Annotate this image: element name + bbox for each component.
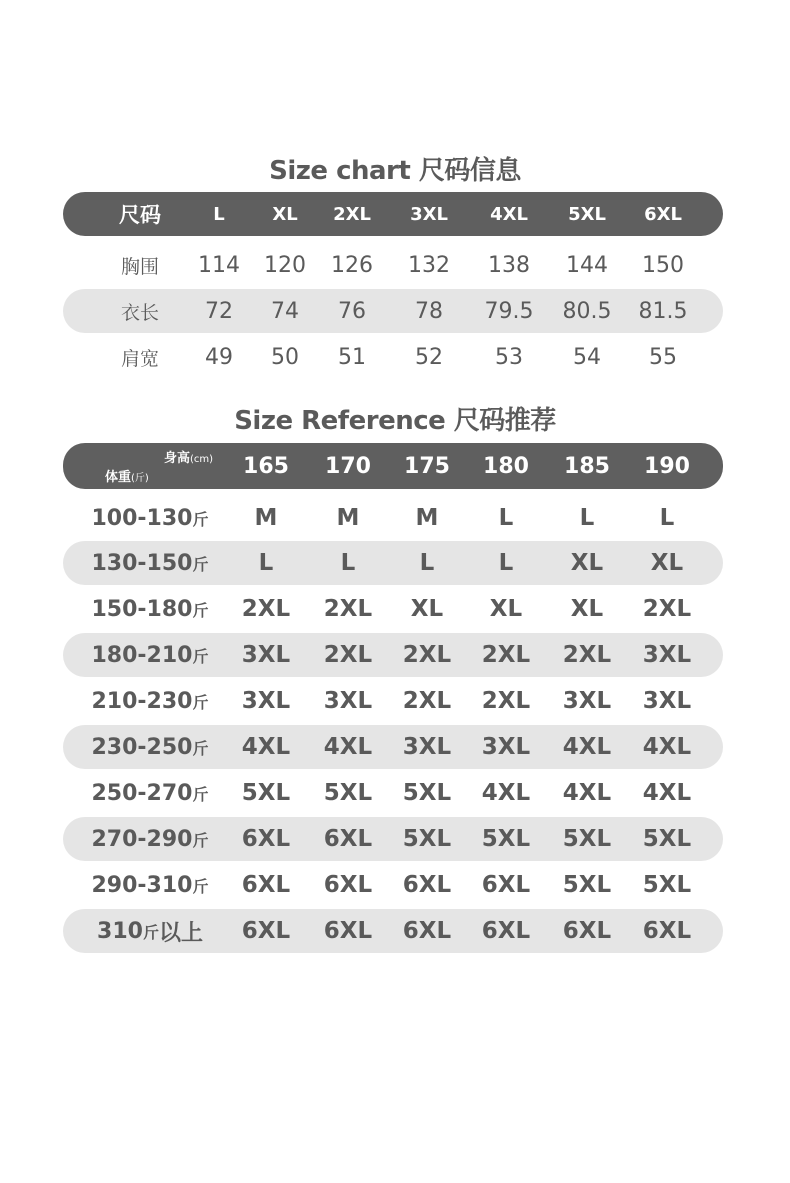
recommended-size-cell: 6XL (481, 918, 531, 944)
measurement-value: 80.5 (562, 298, 612, 324)
weight-label-text: 体重 (105, 470, 132, 485)
measurement-value: 132 (408, 252, 450, 278)
size-header-cell: L (213, 203, 225, 225)
recommended-size-cell: XL (650, 550, 684, 576)
weight-range-value: 310 (97, 918, 143, 944)
size-header-cell: XL (272, 203, 298, 225)
recommended-size-cell: 6XL (402, 918, 452, 944)
weight-range-unit: 斤 (192, 876, 209, 896)
recommended-size-cell: 4XL (562, 734, 612, 760)
measurement-value: 114 (198, 252, 240, 278)
weight-range-value: 290-310 (91, 872, 193, 898)
weight-range-value: 210-230 (91, 688, 193, 714)
measurement-value: 138 (488, 252, 530, 278)
height-header-cell: 180 (483, 453, 529, 479)
size-header-cell: 6XL (644, 203, 682, 225)
weight-range-unit: 斤 (192, 830, 209, 850)
recommended-size-cell: 2XL (642, 596, 692, 622)
recommended-size-cell: 3XL (241, 688, 291, 714)
measurement-value: 120 (264, 252, 306, 278)
recommended-size-cell: 2XL (481, 688, 531, 714)
weight-range-unit: 斤 (192, 600, 209, 620)
recommended-size-cell: 5XL (642, 872, 692, 898)
recommended-size-cell: 5XL (481, 826, 531, 852)
measurement-value: 150 (642, 252, 684, 278)
measurement-value: 72 (205, 298, 233, 324)
measurement-value: 55 (649, 344, 677, 370)
weight-range-label (92, 863, 209, 907)
size-reference-row (63, 863, 723, 907)
size-reference-row (63, 679, 723, 723)
recommended-size-cell: M (336, 505, 360, 531)
recommended-size-cell: 2XL (402, 688, 452, 714)
weight-range-label (92, 771, 209, 815)
size-reference-row (63, 725, 723, 769)
weight-range-unit: 斤 (192, 646, 209, 666)
weight-range-label (92, 587, 209, 631)
measurement-value: 74 (271, 298, 299, 324)
recommended-size-cell: 6XL (241, 918, 291, 944)
size-reference-row (63, 771, 723, 815)
recommended-size-cell: 3XL (642, 642, 692, 668)
height-header-cell: 190 (644, 453, 690, 479)
height-unit: (cm) (189, 454, 213, 465)
recommended-size-cell: 5XL (402, 826, 452, 852)
height-header-cell: 165 (243, 453, 289, 479)
weight-range-label (92, 817, 209, 861)
measurement-value: 76 (338, 298, 366, 324)
height-label-text: 身高 (163, 451, 190, 466)
weight-range-label (92, 679, 209, 723)
measurement-value: 52 (415, 344, 443, 370)
weight-range-unit: 斤 (192, 692, 209, 712)
size-header-cell: 3XL (410, 203, 448, 225)
height-header-cell: 185 (564, 453, 610, 479)
recommended-size-cell: 3XL (241, 642, 291, 668)
recommended-size-cell: 5XL (241, 780, 291, 806)
size-reference-row (63, 541, 723, 585)
recommended-size-cell: 6XL (323, 872, 373, 898)
size-reference-row (63, 817, 723, 861)
recommended-size-cell: XL (489, 596, 523, 622)
recommended-size-cell: L (498, 505, 514, 531)
recommended-size-cell: 2XL (402, 642, 452, 668)
measurement-label: 肩宽 (120, 347, 160, 370)
measurement-value: 144 (566, 252, 608, 278)
recommended-size-cell: 4XL (323, 734, 373, 760)
recommended-size-cell: 6XL (241, 826, 291, 852)
weight-range-unit: 斤 (192, 554, 209, 574)
recommended-size-cell: 3XL (323, 688, 373, 714)
measurement-value: 81.5 (638, 298, 688, 324)
recommended-size-cell: 5XL (642, 826, 692, 852)
recommended-size-cell: L (258, 550, 274, 576)
recommended-size-cell: 2XL (562, 642, 612, 668)
weight-range-unit: 斤 (192, 784, 209, 804)
measurement-value: 51 (338, 344, 366, 370)
recommended-size-cell: XL (570, 550, 604, 576)
recommended-size-cell: 5XL (402, 780, 452, 806)
recommended-size-cell: 4XL (241, 734, 291, 760)
recommended-size-cell: 2XL (241, 596, 291, 622)
height-header-cell: 175 (404, 453, 450, 479)
weight-range-suffix: 以上 (158, 920, 203, 946)
recommended-size-cell: 6XL (481, 872, 531, 898)
recommended-size-cell: 6XL (642, 918, 692, 944)
size-reference-title: Size Reference 尺码推荐 (234, 406, 556, 436)
recommended-size-cell: 6XL (562, 918, 612, 944)
weight-range-unit: 斤 (192, 509, 209, 529)
recommended-size-cell: 4XL (642, 780, 692, 806)
weight-range-value: 150-180 (91, 596, 193, 622)
weight-range-label (92, 541, 209, 585)
size-chart-header-row (63, 192, 723, 236)
size-reference-header-row (63, 443, 723, 489)
weight-label (105, 466, 149, 485)
height-header-cell: 170 (325, 453, 371, 479)
size-reference-row (63, 496, 723, 540)
weight-range-value: 230-250 (91, 734, 193, 760)
weight-range-value: 180-210 (91, 642, 193, 668)
size-chart-row (63, 335, 723, 379)
header-corner-label (93, 447, 213, 485)
measurement-label: 衣长 (120, 301, 160, 324)
measurement-value: 53 (495, 344, 523, 370)
measurement-value: 79.5 (484, 298, 534, 324)
recommended-size-cell: 5XL (562, 826, 612, 852)
measurement-value: 54 (573, 344, 601, 370)
weight-range-label (97, 909, 203, 953)
weight-unit: (斤) (131, 473, 149, 484)
weight-range-unit: 斤 (142, 922, 159, 942)
recommended-size-cell: M (415, 505, 439, 531)
weight-range-label (92, 633, 209, 677)
recommended-size-cell: XL (410, 596, 444, 622)
size-header-label: 尺码 (119, 203, 161, 227)
measurement-value: 49 (205, 344, 233, 370)
weight-range-value: 250-270 (91, 780, 193, 806)
size-reference-row (63, 587, 723, 631)
recommended-size-cell: L (579, 505, 595, 531)
recommended-size-cell: 5XL (323, 780, 373, 806)
measurement-value: 78 (415, 298, 443, 324)
recommended-size-cell: M (254, 505, 278, 531)
size-chart-row (63, 289, 723, 333)
recommended-size-cell: 4XL (642, 734, 692, 760)
size-reference-row (63, 633, 723, 677)
recommended-size-cell: 4XL (481, 780, 531, 806)
recommended-size-cell: 3XL (562, 688, 612, 714)
weight-range-unit: 斤 (192, 738, 209, 758)
weight-range-value: 270-290 (91, 826, 193, 852)
recommended-size-cell: 3XL (481, 734, 531, 760)
measurement-label: 胸围 (120, 255, 160, 278)
recommended-size-cell: 2XL (323, 642, 373, 668)
recommended-size-cell: 6XL (323, 918, 373, 944)
recommended-size-cell: L (659, 505, 675, 531)
recommended-size-cell: 6XL (402, 872, 452, 898)
weight-range-value: 130-150 (91, 550, 193, 576)
size-reference-row (63, 909, 723, 953)
recommended-size-cell: 3XL (642, 688, 692, 714)
recommended-size-cell: 6XL (241, 872, 291, 898)
recommended-size-cell: L (419, 550, 435, 576)
recommended-size-cell: L (340, 550, 356, 576)
size-chart-title: Size chart 尺码信息 (269, 156, 521, 186)
measurement-value: 50 (271, 344, 299, 370)
recommended-size-cell: L (498, 550, 514, 576)
weight-range-label (92, 496, 209, 540)
recommended-size-cell: XL (570, 596, 604, 622)
recommended-size-cell: 6XL (323, 826, 373, 852)
recommended-size-cell: 2XL (481, 642, 531, 668)
measurement-value: 126 (331, 252, 373, 278)
recommended-size-cell: 5XL (562, 872, 612, 898)
height-label (164, 447, 213, 466)
size-chart-row (63, 243, 723, 287)
weight-range-value: 100-130 (91, 505, 193, 531)
recommended-size-cell: 3XL (402, 734, 452, 760)
weight-range-label (92, 725, 209, 769)
recommended-size-cell: 4XL (562, 780, 612, 806)
size-header-cell: 2XL (333, 203, 371, 225)
recommended-size-cell: 2XL (323, 596, 373, 622)
size-header-cell: 5XL (568, 203, 606, 225)
size-header-cell: 4XL (490, 203, 528, 225)
